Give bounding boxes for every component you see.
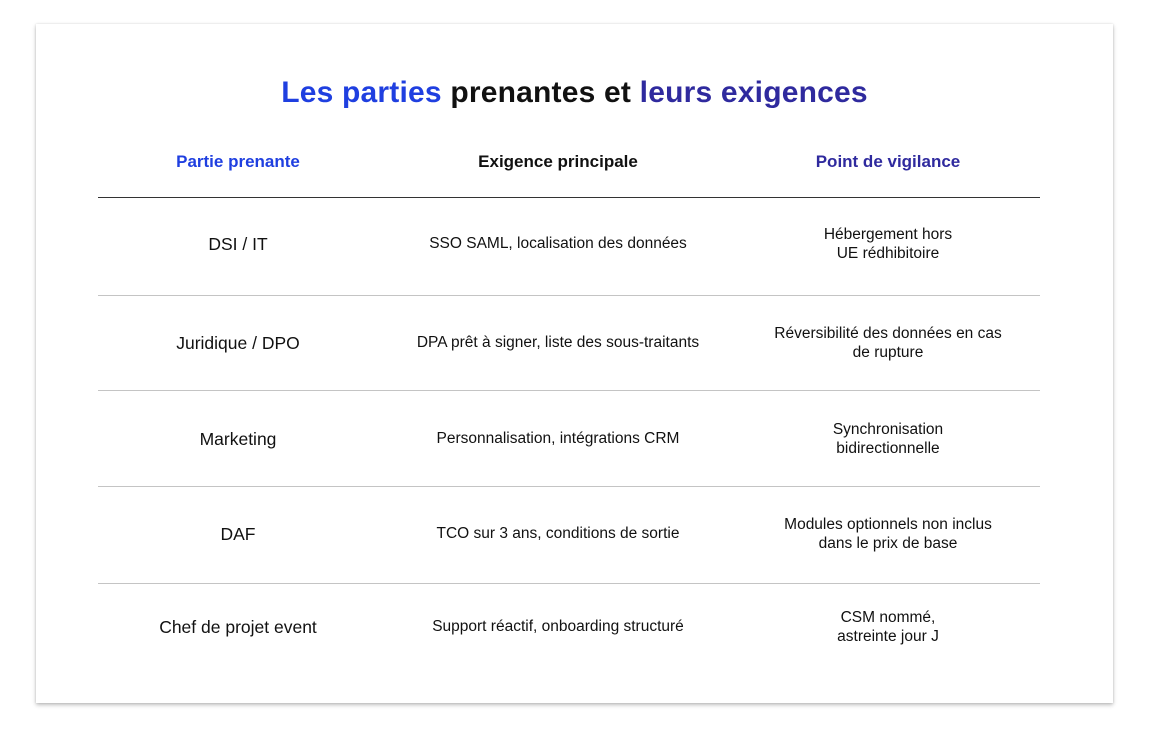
cell-vigilance: Réversibilité des données en cas de rupture — [774, 325, 1002, 361]
cell-requirement: SSO SAML, localisation des données — [429, 235, 687, 252]
row-divider — [98, 486, 1040, 487]
cell-requirement: TCO sur 3 ans, conditions de sortie — [436, 525, 680, 542]
cell-requirement: Personnalisation, intégrations CRM — [436, 430, 680, 447]
cell-stakeholder: DAF — [220, 523, 256, 544]
header-stakeholder: Partie prenante — [176, 152, 300, 171]
header-vigilance: Point de vigilance — [815, 152, 961, 171]
cell-vigilance: Modules optionnels non inclus dans le prix de base — [784, 516, 992, 552]
cell-stakeholder: DSI / IT — [208, 233, 268, 254]
cell-stakeholder: Marketing — [199, 428, 277, 449]
slide-card — [36, 24, 1113, 703]
title-part-1: Les parties — [281, 76, 442, 109]
cell-vigilance: CSM nommé, astreinte jour J — [837, 609, 939, 645]
page-title — [36, 76, 1113, 110]
cell-vigilance: Hébergement hors UE rédhibitoire — [823, 226, 953, 262]
row-divider — [98, 295, 1040, 296]
row-divider — [98, 583, 1040, 584]
cell-vigilance: Synchronisation bidirectionnelle — [832, 421, 944, 457]
cell-stakeholder: Chef de projet event — [159, 616, 317, 637]
title-part-2: prenantes et — [441, 76, 640, 109]
cell-stakeholder: Juridique / DPO — [176, 332, 300, 353]
header-requirement: Exigence principale — [478, 152, 638, 171]
cell-requirement: DPA prêt à signer, liste des sous-traitants — [416, 334, 700, 351]
cell-requirement: Support réactif, onboarding structuré — [432, 618, 684, 635]
header-divider — [98, 197, 1040, 198]
row-divider — [98, 390, 1040, 391]
title-part-3: leurs exigences — [639, 76, 868, 109]
